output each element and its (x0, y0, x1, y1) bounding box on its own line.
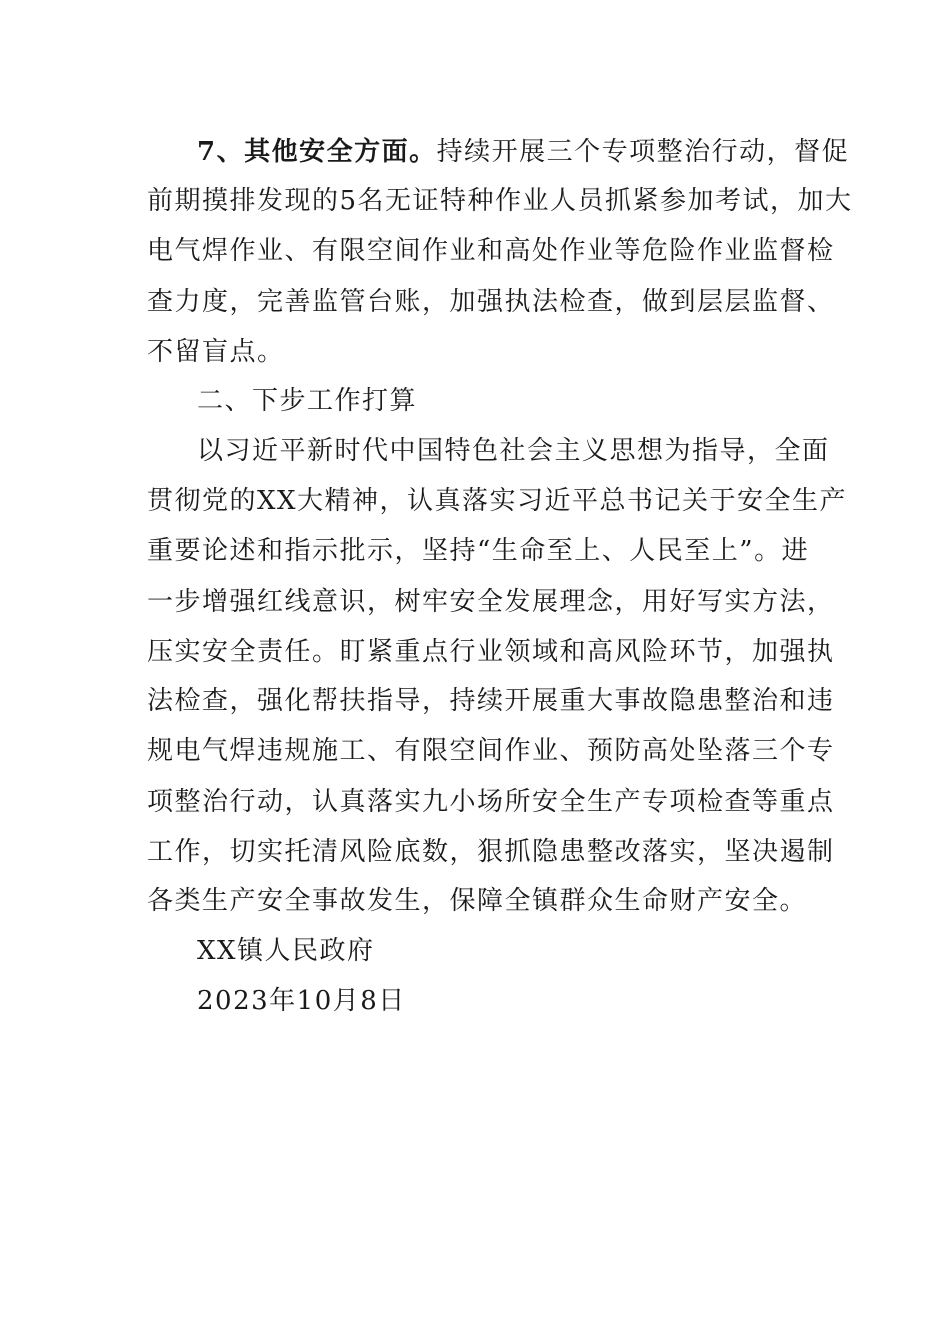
section2-line-5: 压实安全责任。盯紧重点行业领域和高风险环节，加强执 (147, 637, 835, 667)
signature: XX镇人民政府 (197, 936, 375, 966)
section7-line-5: 不留盲点。 (147, 337, 285, 367)
section7-heading: 7、其他安全方面。 (197, 137, 437, 167)
section7-line-1: 持续开展三个专项整治行动，督促 (436, 137, 850, 167)
section2-title: 二、下步工作打算 (197, 386, 418, 416)
section2-line-8: 项整治行动，认真落实九小场所安全生产专项检查等重点 (147, 787, 835, 817)
section2-line-3: 重要论述和指示批示，坚持“生命至上、人民至上”。进 (147, 536, 810, 566)
section2-line-1: 以习近平新时代中国特色社会主义思想为指导，全面 (197, 436, 830, 466)
date: 2023年10月8日 (197, 986, 406, 1016)
section2-line-9: 工作，切实托清风险底数，狠抓隐患整改落实，坚决遏制 (147, 837, 835, 867)
section7-line-3: 电气焊作业、有限空间作业和高处作业等危险作业监督检 (147, 236, 835, 266)
section7-first-line (197, 132, 849, 172)
section2-line-2: 贯彻党的XX大精神，认真落实习近平总书记关于安全生产 (147, 486, 848, 516)
section2-line-7: 规电气焊违规施工、有限空间作业、预防高处坠落三个专 (147, 736, 835, 766)
section7-line-4: 查力度，完善监管台账，加强执法检查，做到层层监督、 (147, 287, 835, 317)
section2-line-6: 法检查，强化帮扶指导，持续开展重大事故隐患整治和违 (147, 686, 835, 716)
section7-line-2: 前期摸排发现的5名无证特种作业人员抓紧参加考试，加大 (147, 186, 853, 216)
section2-line-4: 一步增强红线意识，树牢安全发展理念，用好写实方法， (147, 587, 835, 617)
section2-line-10: 各类生产安全事故发生，保障全镇群众生命财产安全。 (147, 886, 808, 916)
